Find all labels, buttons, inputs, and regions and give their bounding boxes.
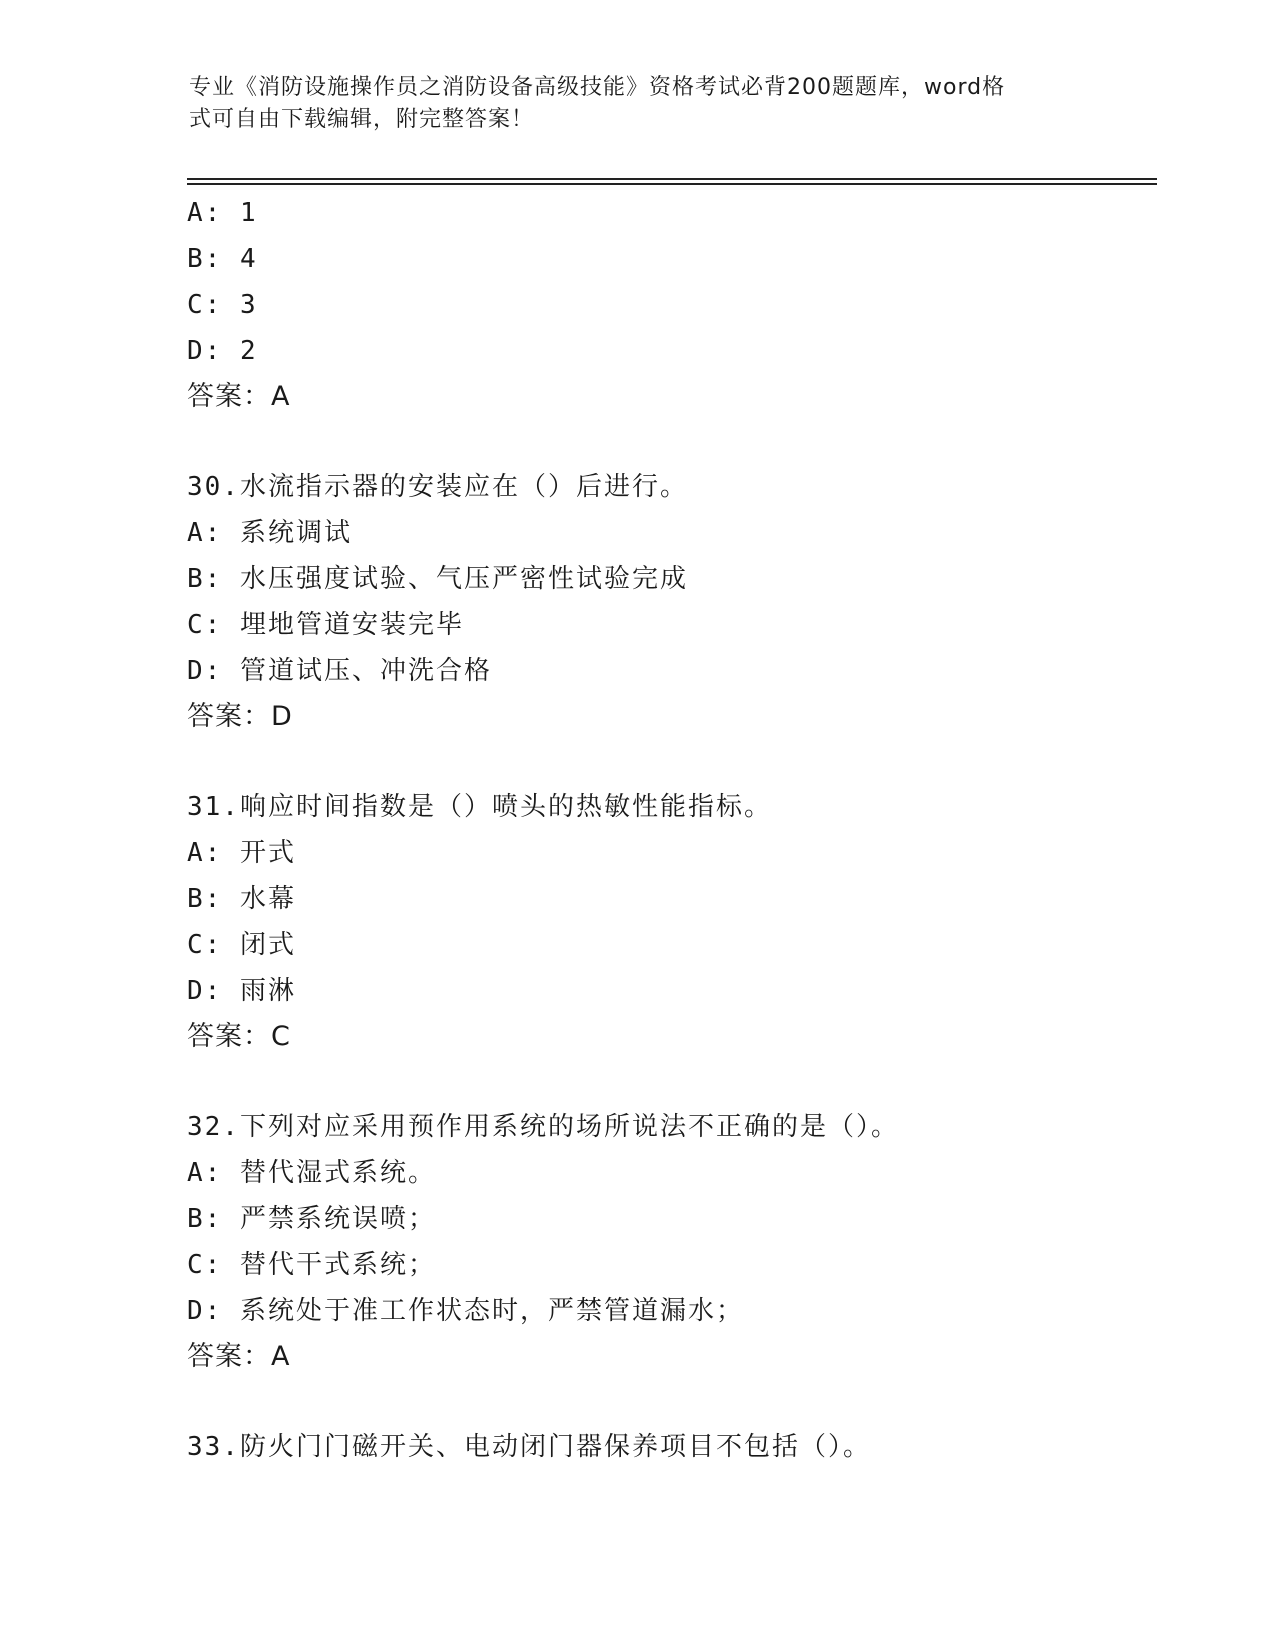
- header-line-1: 专业《消防设施操作员之消防设备高级技能》资格考试必背200题题库，word格: [189, 75, 1006, 100]
- option-b: B: 水幕: [187, 884, 296, 914]
- option-b: B: 水压强度试验、气压严密性试验完成: [187, 564, 688, 594]
- option-d: D: 雨淋: [187, 976, 296, 1006]
- option-a: A: 1: [187, 198, 258, 228]
- document-header: [189, 72, 1069, 136]
- question-stem: 33.防火门门磁开关、电动闭门器保养项目不包括（）。: [187, 1432, 871, 1462]
- option-a: A: 替代湿式系统。: [187, 1158, 436, 1188]
- spacer: [187, 420, 1137, 464]
- header-divider-bottom: [187, 183, 1157, 185]
- option-b: B: 严禁系统误喷；: [187, 1204, 436, 1234]
- answer-line: 答案：C: [187, 1021, 291, 1052]
- option-d: D: 系统处于准工作状态时，严禁管道漏水；: [187, 1296, 744, 1326]
- option-c: C: 埋地管道安装完毕: [187, 610, 464, 640]
- header-divider-top: [187, 178, 1157, 180]
- option-c: C: 闭式: [187, 930, 296, 960]
- option-d: D: 管道试压、冲洗合格: [187, 656, 492, 686]
- answer-line: 答案：A: [187, 1341, 291, 1372]
- option-a: A: 开式: [187, 838, 296, 868]
- option-d: D: 2: [187, 336, 258, 366]
- answer-line: 答案：D: [187, 701, 293, 732]
- answer-line: 答案：A: [187, 381, 291, 412]
- option-c: C: 3: [187, 290, 258, 320]
- option-c: C: 替代干式系统；: [187, 1250, 436, 1280]
- question-list: [187, 190, 1137, 1470]
- option-b: B: 4: [187, 244, 258, 274]
- option-a: A: 系统调试: [187, 518, 352, 548]
- spacer: [187, 740, 1137, 784]
- question-stem: 31.响应时间指数是（）喷头的热敏性能指标。: [187, 792, 772, 822]
- header-line-2: 式可自由下载编辑，附完整答案！: [189, 107, 535, 132]
- question-stem: 30.水流指示器的安装应在（）后进行。: [187, 472, 688, 502]
- question-stem: 32.下列对应采用预作用系统的场所说法不正确的是（）。: [187, 1112, 899, 1142]
- spacer: [187, 1380, 1137, 1424]
- spacer: [187, 1060, 1137, 1104]
